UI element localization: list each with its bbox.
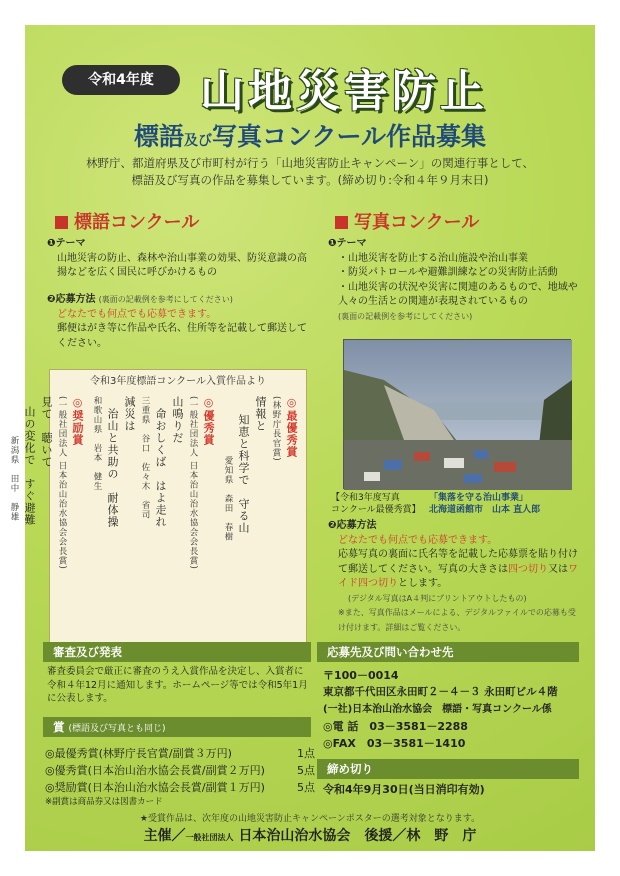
prize-name: ◎奨励賞 (45, 781, 88, 794)
year-badge: 令和4年度 (62, 65, 180, 95)
photo-method-body-1: 応募写真の裏面に氏名等を記載した応募票を貼り付けて郵送してください。写真の大きさは (338, 549, 578, 575)
review-bar: 審査及び発表 (43, 642, 311, 662)
slogan-method-head: ❷応募方法 (47, 294, 96, 305)
award-excellent-sub: (一般社団法人 日本治山治水協会会長賞) (188, 396, 198, 570)
winning-photo-image (344, 340, 572, 490)
photo-caption-left-2: コンクール最優秀賞】 (331, 505, 421, 515)
prize-note: ※副賞は商品券又は図書カード (45, 797, 163, 807)
page-subtitle (25, 117, 595, 153)
slogan-title-text: 標語コンクール (74, 212, 200, 233)
footer-organizers (25, 825, 595, 845)
photo-theme-item-1-text: 山地災害を防止する治山施設や治山事業 (348, 252, 528, 264)
photo-theme-item-3: ・山地災害の状況や災害に関連のあるもので、地域や人々の生活との関連が表現されているもの (338, 281, 578, 307)
prize-count: 1点 (297, 747, 315, 760)
award-grand-label: ◎最優秀賞 (285, 396, 298, 458)
photo-theme-item-3-text: 山地災害の状況や災害に関連のあるもので、地域や人々の生活との関連が表現されているもの (338, 281, 578, 307)
award-grand-author: 愛知県 森田 春樹 (223, 456, 233, 542)
subtitle-and: 及び (184, 133, 212, 149)
contact-tel: ◎電 話 03－3581－2288 (323, 720, 468, 733)
photo-method-red2: ワイド四つ切り (338, 563, 578, 589)
photo-caption-title: 「集落を守る治山事業」 (429, 493, 529, 503)
square-icon (335, 216, 348, 229)
slogan-method-red: どなたでも何点でも応募できます。 (57, 308, 217, 320)
prize-count: 5点 (297, 781, 315, 794)
photo-theme-item-2-text: 防災パトロールや避難訓練などの災害防止活動 (348, 267, 558, 278)
photo-method-note-1: (デジタル写真はA４判にプリントアウトしたもの) (348, 593, 527, 603)
prize-name: ◎最優秀賞 (45, 747, 99, 760)
winning-slogans-columns (9, 396, 298, 640)
photo-method-head: ❷応募方法 (328, 520, 377, 531)
contact-zip: 〒100－0014 (323, 669, 399, 682)
contact-bar: 応募先及び問い合わせ先 (317, 642, 579, 662)
square-icon (55, 216, 68, 229)
award-encourage-text1: 見て 聴いて (40, 396, 53, 468)
contact-org: (一社)日本治山治水協会 標語・写真コンクール係 (323, 704, 552, 715)
subtitle-slogan: 標語 (133, 122, 184, 151)
prize-detail: (林野庁長官賞/副賞３万円) (98, 747, 232, 760)
photo-caption-right (429, 492, 540, 516)
photo-title-text: 写真コンクール (354, 212, 480, 233)
slogan-section-title (55, 208, 199, 234)
award-excellent-author2: 和歌山県 岩本 健生 (92, 396, 102, 491)
slogan-theme (47, 237, 312, 281)
winning-photo (343, 339, 571, 489)
prize-detail: (日本治山治水協会長賞/副賞１万円) (87, 781, 265, 794)
award-excellent-author: 三重県 谷口 佐々木 省司 (140, 396, 150, 520)
prize-bar-label: 賞 (53, 720, 65, 734)
award-encourage-text2: 山の変化で すぐ避難 (23, 406, 36, 526)
photo-theme-note: (裏面の記載例を参考にしてください) (338, 311, 473, 321)
photo-caption-left-1: 【令和3年度写真 (331, 493, 400, 503)
review-body: 審査委員会で厳正に審査のうえ入賞作品を決定し、入賞者に令和４年12月に通知します。ホームページ等では令和5年1月に公表します。 (47, 666, 308, 704)
organizer-name: 日本治山治水協会 (238, 828, 351, 844)
subtitle-photo: 写真コンクール作品募集 (212, 122, 487, 151)
prize-bar-note: (標語及び写真とも同じ) (68, 724, 166, 734)
slogan-theme-head: ❶テーマ (47, 238, 86, 249)
award-grand-text2: 知恵と科学で 守る山 (237, 414, 250, 534)
deadline-bar: 締め切り (317, 759, 579, 779)
slogan-theme-body: 山地災害の防止、森林や治山事業の効果、防災意識の高揚などを広く国民に呼びかけるもの (57, 252, 307, 278)
lead-text (45, 155, 575, 189)
photo-method-note-2: ※また、写真作品はメールによる、デジタルファイルでの応募も受け付けます。詳細はご覧ください。 (338, 608, 576, 632)
footer-note: ★受賞作品は、次年度の山地災害防止キャンペーンポスターの選考対象となります。 (139, 814, 481, 824)
award-excellent-text1: 山鳴りだ (171, 396, 184, 444)
award-excellent-label: ◎優秀賞 (202, 396, 215, 446)
photo-method-body (328, 548, 583, 592)
photo-method-body-2: 又は (548, 563, 568, 575)
award-grand-sub: (林野庁長官賞) (271, 396, 281, 462)
photo-caption-left (331, 492, 421, 516)
prize-name: ◎優秀賞 (45, 764, 88, 777)
photo-method (328, 519, 583, 635)
lead-line-2: 標語及び写真の作品を募集しています。(締め切り:令和４年９月末日) (131, 173, 489, 187)
award-excellent-text3: 減災は (123, 396, 136, 432)
slogan-method-note: (裏面の記載例を参考にしてください) (98, 295, 233, 304)
photo-caption-author: 北海道函館市 山本 直人郎 (429, 505, 541, 515)
page-title: 山地災害防止 (200, 66, 488, 117)
prize-row (45, 745, 315, 762)
contact-fax: ◎FAX 03－3581－1410 (323, 737, 466, 750)
photo-theme (328, 237, 583, 324)
photo-section-title (335, 208, 479, 234)
award-excellent-text4: 治山と共助の 耐体操 (106, 408, 119, 528)
organizer-small: 一般社団法人 (185, 833, 234, 842)
prize-bar (43, 717, 311, 737)
contact-info (323, 667, 578, 752)
photo-method-body-3: とします。 (398, 578, 448, 589)
slogan-method (47, 293, 312, 351)
prize-detail: (日本治山治水協会長賞/副賞２万円) (87, 764, 265, 777)
award-encourage-label: ◎奨励賞 (71, 396, 84, 446)
organizer-label: 主催／ (143, 828, 186, 844)
sponsor-name: 後援／林 野 庁 (364, 828, 477, 844)
prize-count: 5点 (297, 764, 315, 777)
prize-row (45, 762, 315, 779)
award-encourage-sub: (一般社団法人 日本治山治水協会会長賞) (57, 396, 67, 570)
prize-row (45, 779, 315, 796)
winning-slogans-box (9, 369, 307, 645)
award-encourage-author: 新潟県 田中 静雄 (9, 436, 19, 522)
winning-slogans-head: 令和3年度標語コンクール入賞作品より (90, 376, 266, 387)
award-excellent-text2: 命おしくば はよ走れ (154, 408, 167, 528)
prize-list (45, 745, 315, 808)
deadline-body: 令和4年9月30日(当日消印有効) (323, 783, 485, 796)
slogan-method-body: 郵便はがき等に作品や氏名、住所等を記載して郵送してください。 (57, 323, 307, 349)
award-grand-text1: 情報と (254, 396, 267, 432)
photo-theme-item-1: ・山地災害を防止する治山施設や治山事業 (338, 252, 528, 264)
poster (9, 25, 595, 851)
lead-line-1: 林野庁、都道府県及び市町村が行う「山地災害防止キャンペーン」の関連行事として、 (85, 156, 535, 170)
photo-method-red: どなたでも何点でも応募できます。 (338, 534, 498, 546)
contact-address: 東京都千代田区永田町２－４－３ 永田町ビル４階 (323, 686, 558, 698)
photo-theme-item-2: ・防災パトロールや避難訓練などの災害防止活動 (338, 267, 558, 278)
photo-theme-head: ❶テーマ (328, 238, 367, 249)
photo-method-red1: 四つ切り (508, 563, 548, 575)
